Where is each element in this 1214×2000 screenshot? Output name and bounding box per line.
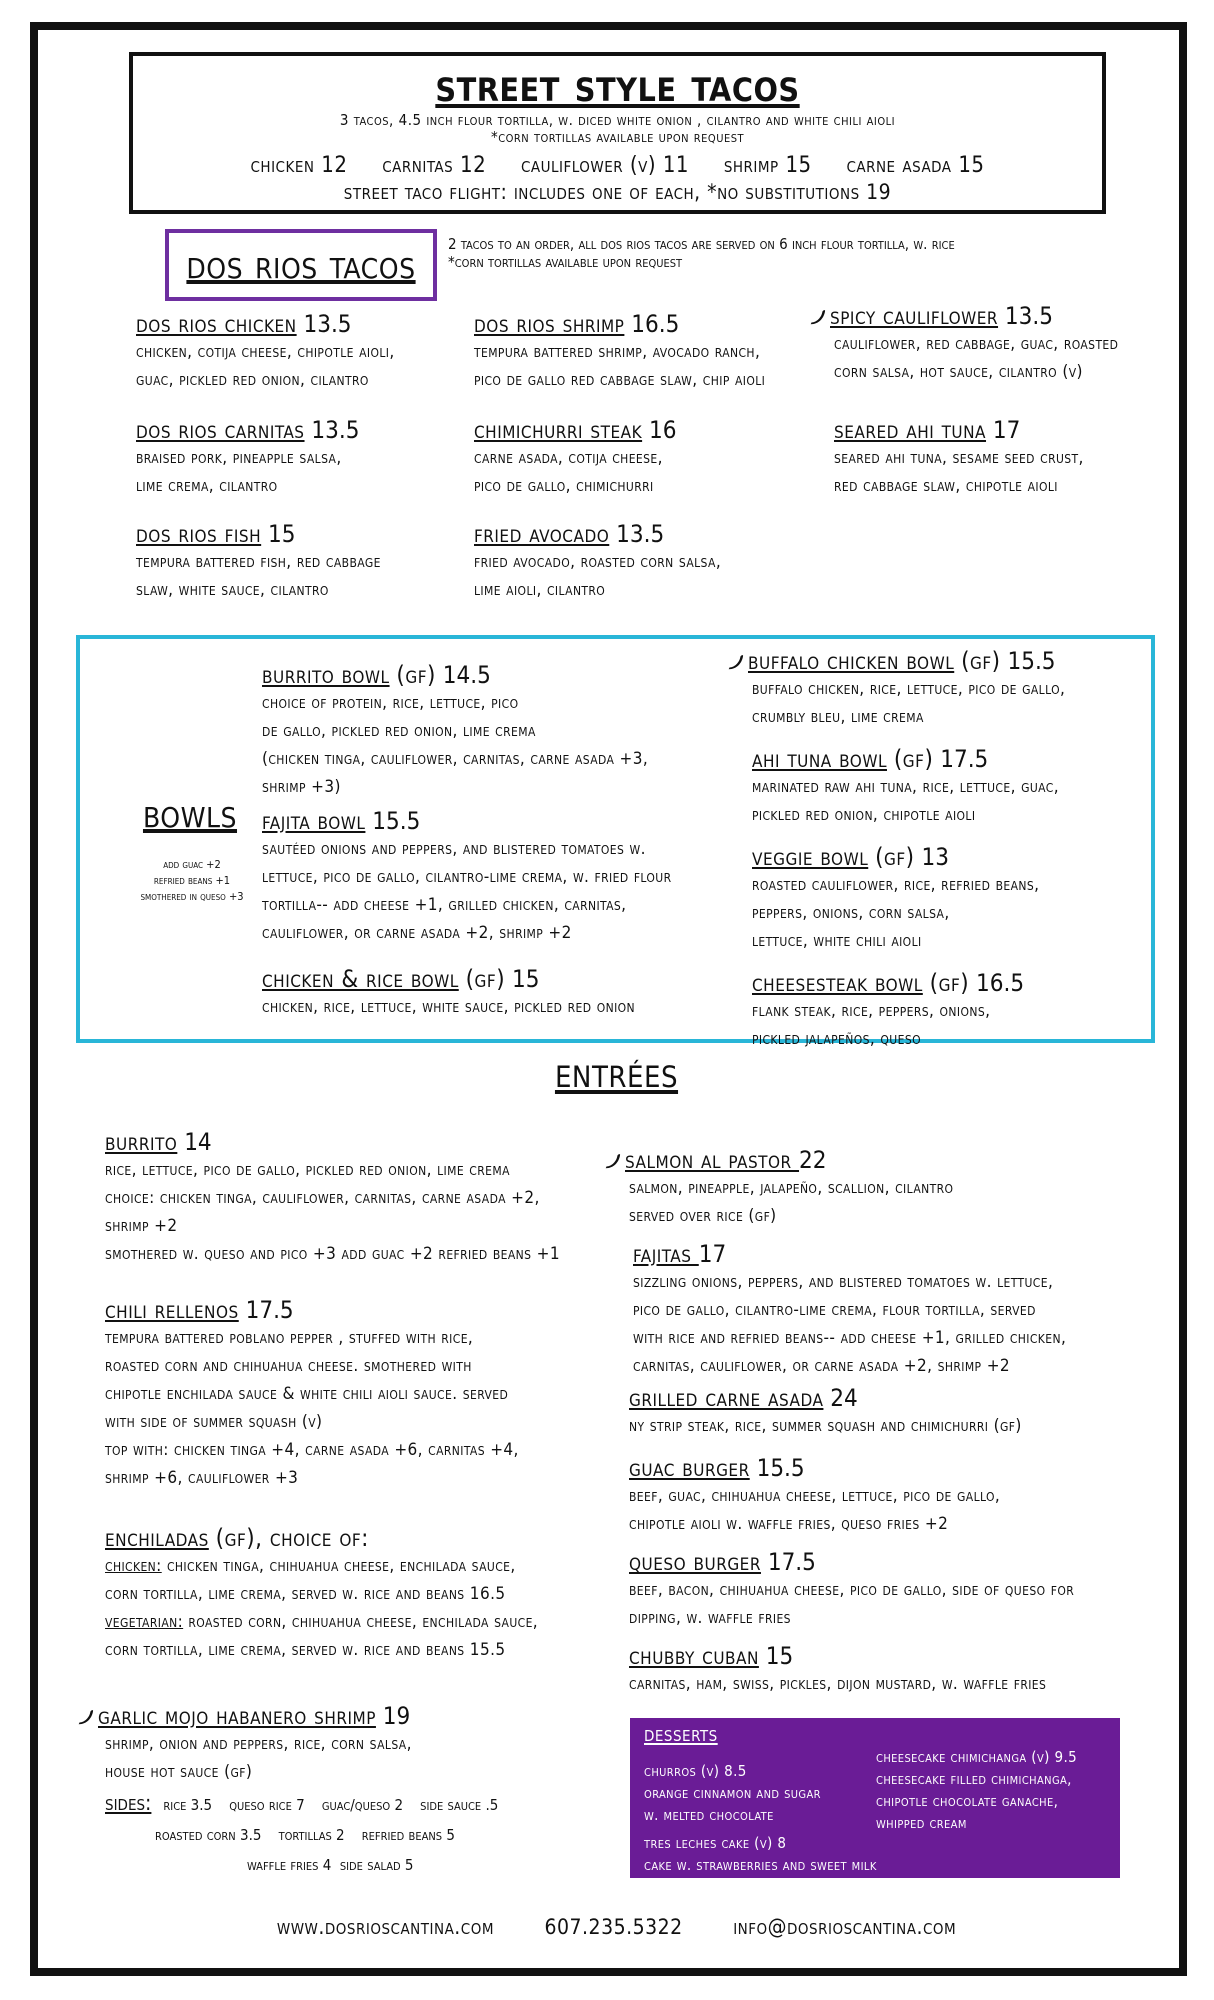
item-name: grilled carne asada <box>629 1384 824 1412</box>
item-name: enchiladas <box>105 1524 209 1552</box>
item-tag: (gf) <box>893 745 934 773</box>
item-tag: (gf) <box>465 965 506 993</box>
chili-pepper-icon <box>603 1152 621 1170</box>
item-name: veggie bowl <box>752 843 869 871</box>
street-taco-flight: street taco flight: includes one of each, *no substitutions 19 <box>343 180 892 204</box>
item-price: 14.5 <box>442 661 491 689</box>
dessert-desc: cake w. strawberries and sweet milk <box>644 1856 877 1874</box>
street-tacos-section <box>129 52 1106 214</box>
menu-item <box>262 965 782 1021</box>
chili-pepper-icon <box>76 1708 94 1726</box>
item-name: seared ahi tuna <box>834 416 987 444</box>
item-name: cheesesteak bowl <box>752 969 923 997</box>
menu-item <box>752 843 1152 955</box>
item-desc: fried avocado, roasted corn salsa, <box>474 552 722 572</box>
item-desc: lime crema, cilantro <box>136 476 278 496</box>
item-desc: shrimp +2 <box>105 1216 178 1236</box>
item-desc: pickled jalapeños, queso <box>752 1029 921 1049</box>
item-desc: dipping, w. waffle fries <box>629 1608 791 1628</box>
menu-item <box>262 661 782 801</box>
menu-item <box>629 1642 1169 1698</box>
item-desc: choice of protein, rice, lettuce, pico <box>262 693 519 713</box>
item-desc: roasted corn and chihuahua cheese. smothered with <box>105 1356 472 1376</box>
item-desc: pico de gallo, cilantro-lime crema, flour tortilla, served <box>633 1300 1036 1320</box>
item-name: queso burger <box>629 1548 761 1576</box>
item-desc: chipotle aioli w. waffle fries, queso fries +2 <box>629 1514 949 1534</box>
street-item: carne asada 15 <box>846 153 985 178</box>
item-desc: pickled red onion, chipotle aioli <box>752 805 976 825</box>
sides-row-1 <box>105 1788 498 1820</box>
bowls-section <box>76 635 1155 1049</box>
item-name: salmon al pastor <box>625 1146 800 1174</box>
item-desc: seared ahi tuna, sesame seed crust, <box>834 448 1084 468</box>
item-name: burrito <box>105 1128 178 1156</box>
menu-item <box>76 1702 636 1786</box>
dessert-item <box>644 1832 1084 1876</box>
item-desc: ny strip steak, rice, summer squash and chimichurri (gf) <box>629 1416 1022 1436</box>
item-price: 17.5 <box>767 1548 816 1576</box>
street-tacos-title: street style tacos <box>435 58 800 112</box>
item-desc: crumbly bleu, lime crema <box>752 707 924 727</box>
item-name: fajitas <box>633 1240 699 1268</box>
item-price: 16 <box>648 416 677 444</box>
item-price: 15 <box>268 520 296 548</box>
item-name: burrito bowl <box>262 661 390 689</box>
dos-rios-title: dos rios tacos <box>165 229 437 301</box>
bowls-title: bowls <box>142 791 238 837</box>
menu-item <box>105 1524 645 1664</box>
item-price: 19 <box>382 1702 411 1730</box>
item-desc: corn tortilla, lime crema, served w. rice and beans 16.5 <box>105 1584 506 1604</box>
item-desc: lime aioli, cilantro <box>474 580 606 600</box>
menu-item <box>136 416 466 500</box>
dessert-desc: orange cinnamon and sugar <box>644 1784 821 1802</box>
menu-item <box>105 1128 625 1268</box>
item-price: 13.5 <box>1004 302 1053 330</box>
item-price: 16.5 <box>631 310 680 338</box>
menu-item <box>474 310 834 394</box>
dessert-desc: whipped cream <box>876 1814 967 1832</box>
item-desc: chipotle enchilada sauce & white chili aioli sauce. served <box>105 1384 509 1404</box>
desserts-title: desserts <box>644 1722 718 1747</box>
item-desc: corn tortilla, lime crema, served w. rice and beans 15.5 <box>105 1640 506 1660</box>
item-name: ahi tuna bowl <box>752 745 887 773</box>
item-desc: salmon, pineapple, jalapeño, scallion, cilantro <box>629 1178 954 1198</box>
item-desc: sizzling onions, peppers, and blistered tomatoes w. lettuce, <box>633 1272 1054 1292</box>
item-name: dos rios fish <box>136 520 262 548</box>
item-price: 15 <box>512 965 540 993</box>
dessert-name: tres leches cake (v) 8 <box>644 1834 787 1852</box>
item-name: chimichurri steak <box>474 416 643 444</box>
item-desc: guac, pickled red onion, cilantro <box>136 370 369 390</box>
item-price: 16.5 <box>976 969 1025 997</box>
item-desc: shrimp, onion and peppers, rice, corn salsa, <box>105 1734 412 1754</box>
item-name: garlic mojo habanero shrimp <box>98 1702 376 1730</box>
item-price: 14 <box>184 1128 212 1156</box>
item-name: dos rios shrimp <box>474 310 625 338</box>
menu-item <box>474 520 834 604</box>
option-label: chicken: <box>105 1556 162 1576</box>
item-desc: de gallo, pickled red onion, lime crema <box>262 721 536 741</box>
dessert-desc: chipotle chocolate ganache, <box>876 1792 1059 1810</box>
menu-item <box>262 807 782 947</box>
email-link[interactable]: info@dosrioscantina.com <box>733 1915 957 1939</box>
item-desc: pico de gallo red cabbage slaw, chip aioli <box>474 370 766 390</box>
item-desc: marinated raw ahi tuna, rice, lettuce, guac, <box>752 777 1059 797</box>
menu-item <box>474 416 834 500</box>
item-price: 17.5 <box>940 745 989 773</box>
phone-number[interactable]: 607.235.5322 <box>544 1915 683 1939</box>
item-price: 13.5 <box>311 416 360 444</box>
item-name: dos rios chicken <box>136 310 297 338</box>
item-desc: smothered w. queso and pico +3 add guac +2 refried beans +1 <box>105 1244 560 1264</box>
menu-item <box>752 745 1152 829</box>
sides-row-2: roasted corn 3.5 tortillas 2 refried beans 5 <box>155 1826 455 1844</box>
menu-item <box>633 1240 1163 1380</box>
item-desc: tortilla-- add cheese +1, grilled chicken, carnitas, <box>262 895 627 915</box>
item-desc: carnitas, ham, swiss, pickles, dijon mustard, w. waffle fries <box>629 1674 1047 1694</box>
sides-list: rice 3.5 queso rice 7 guac/queso 2 side sauce .5 <box>163 1796 499 1814</box>
dessert-item <box>876 1746 1116 1834</box>
item-name: chili rellenos <box>105 1296 239 1324</box>
item-desc: shrimp +3) <box>262 777 341 797</box>
item-tag: (gf) <box>875 843 915 871</box>
menu-item <box>726 647 1146 731</box>
street-tacos-items <box>133 152 1102 180</box>
addon-item: smothered in queso +3 <box>140 890 244 903</box>
item-desc: chicken, rice, lettuce, white sauce, pickled red onion <box>262 997 636 1017</box>
item-tag: (gf) <box>396 661 436 689</box>
addon-item: refried beans +1 <box>153 874 231 887</box>
option-label: vegetarian: <box>105 1612 184 1632</box>
item-name: dos rios carnitas <box>136 416 305 444</box>
item-desc: chicken, cotija cheese, chipotle aioli, <box>136 342 395 362</box>
item-desc: choice: chicken tinga, cauliflower, carnitas, carne asada +2, <box>105 1188 540 1208</box>
menu-item <box>603 1146 1163 1230</box>
street-item: shrimp 15 <box>723 153 812 178</box>
item-desc: carnitas, cauliflower, or carne asada +2, shrimp +2 <box>633 1356 1011 1376</box>
sides-section <box>105 1788 498 1880</box>
dessert-name: cheesecake chimichanga (v) 9.5 <box>876 1748 1078 1766</box>
item-desc: lettuce, white chili aioli <box>752 931 922 951</box>
chili-pepper-icon <box>726 653 744 671</box>
item-price: 17 <box>698 1240 727 1268</box>
item-price: 22 <box>799 1146 827 1174</box>
item-desc: shrimp +6, cauliflower +3 <box>105 1468 299 1488</box>
item-tag: (gf) <box>929 969 970 997</box>
item-name: buffalo chicken bowl <box>748 647 955 675</box>
item-price: 17.5 <box>245 1296 294 1324</box>
item-desc: flank steak, rice, peppers, onions, <box>752 1001 991 1021</box>
addon-item: add guac +2 <box>163 858 221 871</box>
item-desc: carne asada, cotija cheese, <box>474 448 663 468</box>
item-desc: buffalo chicken, rice, lettuce, pico de gallo, <box>752 679 1066 699</box>
dessert-name: churros (v) 8.5 <box>644 1762 747 1780</box>
dessert-desc: w. melted chocolate <box>644 1806 774 1824</box>
item-name: fajita bowl <box>262 807 366 835</box>
dos-rios-note <box>448 235 955 271</box>
street-item: carnitas 12 <box>382 153 487 178</box>
menu-item <box>136 520 466 604</box>
item-desc: corn salsa, hot sauce, cilantro (v) <box>834 362 1083 382</box>
item-desc: with side of summer squash (v) <box>105 1412 323 1432</box>
item-price: 15.5 <box>372 807 421 835</box>
menu-item <box>752 969 1152 1053</box>
item-desc: peppers, onions, corn salsa, <box>752 903 950 923</box>
item-price: 15.5 <box>756 1454 805 1482</box>
menu-page <box>30 22 1187 1976</box>
item-desc: house hot sauce (gf) <box>105 1762 253 1782</box>
item-desc: roasted cauliflower, rice, refried beans, <box>752 875 1040 895</box>
menu-item <box>136 310 466 394</box>
menu-item <box>629 1384 1159 1440</box>
item-desc: (chicken tinga, cauliflower, carnitas, carne asada +3, <box>262 749 649 769</box>
item-name: guac burger <box>629 1454 750 1482</box>
item-desc: braised pork, pineapple salsa, <box>136 448 342 468</box>
item-price: 13.5 <box>616 520 665 548</box>
item-desc <box>105 1552 645 1580</box>
street-item: cauliflower (v) 11 <box>520 153 690 178</box>
item-desc <box>105 1608 645 1636</box>
item-price: 24 <box>830 1384 858 1412</box>
item-desc: tempura battered fish, red cabbage <box>136 552 381 572</box>
dos-rios-note-1: 2 tacos to an order, all dos rios tacos are served on 6 inch flour tortilla, w. rice <box>448 235 955 253</box>
sides-label: sides: <box>105 1791 152 1815</box>
item-desc: cauliflower, or carne asada +2, shrimp +2 <box>262 923 572 943</box>
item-desc: beef, guac, chihuahua cheese, lettuce, pico de gallo, <box>629 1486 1001 1506</box>
street-tacos-note: *corn tortillas available upon request <box>490 128 745 146</box>
item-tag: (gf) <box>961 647 1001 675</box>
item-desc: with rice and refried beans-- add cheese +1, grilled chicken, <box>633 1328 1067 1348</box>
item-name: chubby cuban <box>629 1642 759 1670</box>
option-text: roasted corn, chihuahua cheese, enchilada sauce, <box>183 1612 539 1632</box>
option-text: chicken tinga, chihuahua cheese, enchilada sauce, <box>161 1556 516 1576</box>
item-desc: beef, bacon, chihuahua cheese, pico de gallo, side of queso for <box>629 1580 1075 1600</box>
bowls-addons <box>102 857 282 905</box>
item-name: spicy cauliflower <box>830 302 999 330</box>
dessert-desc: cheesecake filled chimichanga, <box>876 1770 1072 1788</box>
website-link[interactable]: www.dosrioscantina.com <box>276 1915 494 1939</box>
item-tag: (gf), choice of: <box>215 1524 369 1552</box>
item-desc: rice, lettuce, pico de gallo, pickled red onion, lime crema <box>105 1160 510 1180</box>
menu-item <box>629 1548 1169 1632</box>
street-item: chicken 12 <box>250 153 348 178</box>
item-price: 17 <box>992 416 1021 444</box>
item-desc: sautéed onions and peppers, and blistered tomatoes w. <box>262 839 646 859</box>
item-desc: slaw, white sauce, cilantro <box>136 580 329 600</box>
item-desc: red cabbage slaw, chipotle aioli <box>834 476 1058 496</box>
menu-item <box>834 416 1164 500</box>
street-tacos-desc: 3 tacos, 4.5 inch flour tortilla, w. diced white onion , cilantro and white chili aioli <box>339 111 896 129</box>
dessert-item <box>644 1760 894 1826</box>
entrees-title: entrées <box>554 1048 679 1097</box>
item-name: chicken & rice bowl <box>262 965 459 993</box>
item-price: 13 <box>921 843 949 871</box>
item-desc: tempura battered poblano pepper , stuffed with rice, <box>105 1328 474 1348</box>
item-name: fried avocado <box>474 520 610 548</box>
sides-row-3: waffle fries 4 side salad 5 <box>247 1856 414 1874</box>
menu-item <box>629 1454 1159 1538</box>
dos-rios-note-2: *corn tortillas available upon request <box>448 253 683 271</box>
desserts-section <box>630 1718 1120 1878</box>
item-desc: served over rice (gf) <box>629 1206 777 1226</box>
item-desc: top with: chicken tinga +4, carne asada +6, carnitas +4, <box>105 1440 519 1460</box>
menu-item <box>105 1296 625 1492</box>
item-desc: cauliflower, red cabbage, guac, roasted <box>834 334 1119 354</box>
menu-item <box>808 302 1178 386</box>
item-desc: lettuce, pico de gallo, cilantro-lime crema, w. fried flour <box>262 867 672 887</box>
chili-pepper-icon <box>808 308 826 326</box>
item-price: 15 <box>765 1642 794 1670</box>
item-price: 13.5 <box>303 310 352 338</box>
item-desc: tempura battered shrimp, avocado ranch, <box>474 342 761 362</box>
footer <box>38 1915 1195 1939</box>
item-price: 15.5 <box>1007 647 1056 675</box>
item-desc: pico de gallo, chimichurri <box>474 476 654 496</box>
